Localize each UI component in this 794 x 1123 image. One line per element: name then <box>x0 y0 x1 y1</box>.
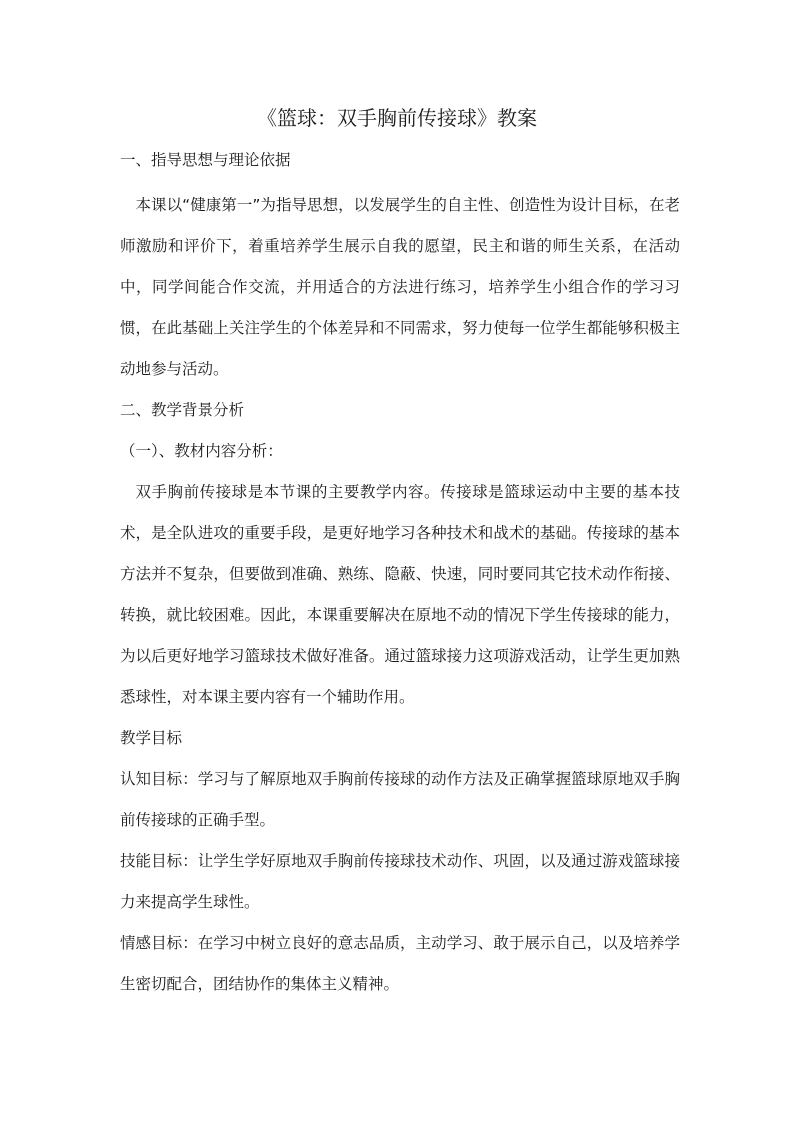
goal-skill: 技能目标：让学生学好原地双手胸前传接球技术动作、巩固，以及通过游戏篮球接力来提高学生球性。 <box>120 852 680 911</box>
section-heading-background: 二、教学背景分析 <box>120 401 245 419</box>
goal-emotion: 情感目标：在学习中树立良好的意志品质，主动学习、敢于展示自己，以及培养学生密切配合，团结协作的集体主义精神。 <box>120 934 680 993</box>
paragraph-material-analysis: 双手胸前传接球是本节课的主要教学内容。传接球是篮球运动中主要的基本技术，是全队进攻的重要手段，是更好地学习各种技术和战术的基础。传接球的基本方法并不复杂，但要做到准确、熟练、隐蔽、快速，同时要同其它技术动作衔接、转换，就比较困难。因此，本课重要解决在原地不动的情况下学生传接球的能力，为以后更好地学习篮球技术做好准备。通过篮球接力这项游戏活动，让学生更加熟悉球性，对本课主要内容有一个辅助作用。 <box>120 483 680 706</box>
paragraph-guiding-ideas: 本课以“健康第一”为指导思想，以发展学生的自主性、创造性为设计目标，在老师激励和评价下，着重培养学生展示自我的愿望，民主和谐的师生关系，在活动中，同学间能合作交流，并用适合的方法进行练习，培养学生小组合作的学习习惯，在此基础上关注学生的个体差异和不同需求，努力使每一位学生都能够积极主动地参与活动。 <box>120 196 680 378</box>
document-body <box>120 145 680 1005</box>
subsection-heading-material-analysis: （一）、教材内容分析： <box>120 442 283 460</box>
section-heading-guiding-ideas: 一、指导思想与理论依据 <box>120 151 291 169</box>
goal-cognitive: 认知目标：学习与了解原地双手胸前传接球的动作方法及正确掌握篮球原地双手胸前传接球的正确手型。 <box>120 770 680 829</box>
document-title: 《篮球：双手胸前传接球》教案 <box>257 106 537 130</box>
section-heading-teaching-goals: 教学目标 <box>120 729 183 747</box>
